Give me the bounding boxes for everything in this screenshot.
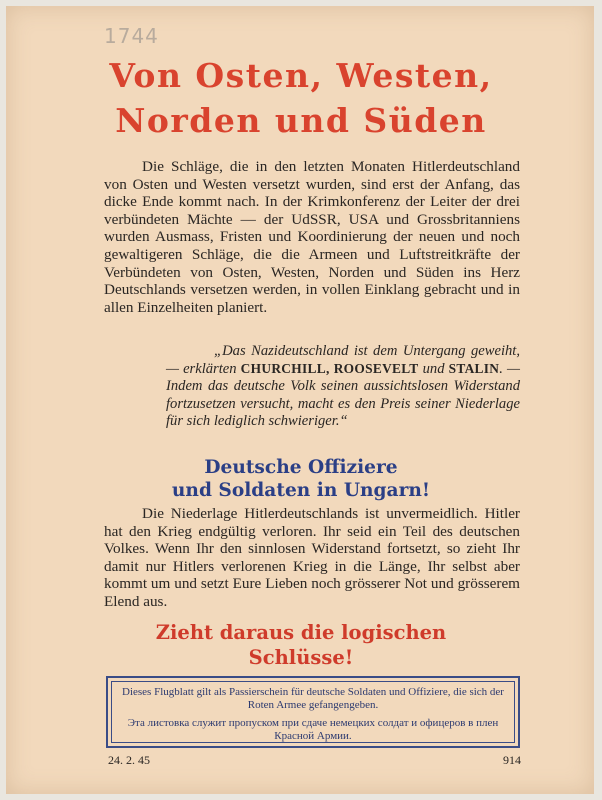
subhead-line-2: und Soldaten in Ungarn! (171, 480, 431, 501)
headline-line-1: Von Osten, Westen, (109, 56, 493, 95)
intro-paragraph: Die Schläge, die in den letzten Monaten Hitlerdeutschland von Osten und Westen versetzt wurden, sind erst der Anfang, das dicke Ende kommt nach. In der Krimkonferenz der Leiter der drei verbündeten Mächte — der UdSSR, USA und Grossbritanniens wurden Ausmass, Fristen und Koordinierung der neuen und noch gewaltigeren Schläge, die die Armeen und Luftstreitkräfte der Verbündeten von Osten, Westen, Norden und Süden ins Herz Deutschlands versetzen werden, in vollen Einklang gebracht und in allen Einzelheiten planiert. (104, 158, 520, 316)
conclusion-line-2: Schlüsse! (248, 646, 354, 669)
quote-text-3: . — Indem das deutsche Volk seinen aussichtslosen Widerstand fortzusetzen versucht, macht es den Preis seiner Niederlage für sich lediglich schwieriger.“ (166, 361, 520, 429)
pass-notice-russian: Эта листовка служит пропуском при сдаче немецких солдат и офицеров в плен Красной Армии. (127, 717, 499, 742)
subhead-line-1: Deutsche Offiziere (204, 457, 398, 478)
pencil-note: 1744 (104, 24, 159, 48)
quote-stalin: STALIN (448, 361, 500, 377)
quote-text-2: und (418, 361, 449, 378)
headline-line-2: Norden und Süden (115, 101, 487, 140)
conclusion-line-1: Zieht daraus die logischen (155, 621, 447, 644)
appeal-paragraph: Die Niederlage Hitlerdeutschlands ist unvermeidlich. Hitler hat den Krieg endgültig verloren. Ihr seid ein Teil des deutschen Volkes. Wenn Ihr den sinnlosen Widerstand fortsetzt, so zieht Ihr damit nur Hitlers verlorenen Krieg in die Länge, Ihr selbst aber kommt um und setzt Eure Lieben noch grösserer Not und grösserem Elend aus. (104, 505, 520, 610)
quote-block (166, 343, 520, 430)
quote-names: CHURCHILL, ROOSEVELT (240, 361, 419, 377)
pass-notice-box (106, 676, 520, 748)
quote-text-1: „Das Nazideutschland ist dem Untergang geweiht, — erklärten (166, 343, 520, 378)
footer-number: 914 (503, 753, 521, 767)
pass-notice-german: Dieses Flugblatt gilt als Passierschein für deutsche Soldaten und Offiziere, die sich der Roten Armee gefangengeben. (122, 686, 504, 711)
footer-date: 24. 2. 45 (108, 753, 150, 767)
